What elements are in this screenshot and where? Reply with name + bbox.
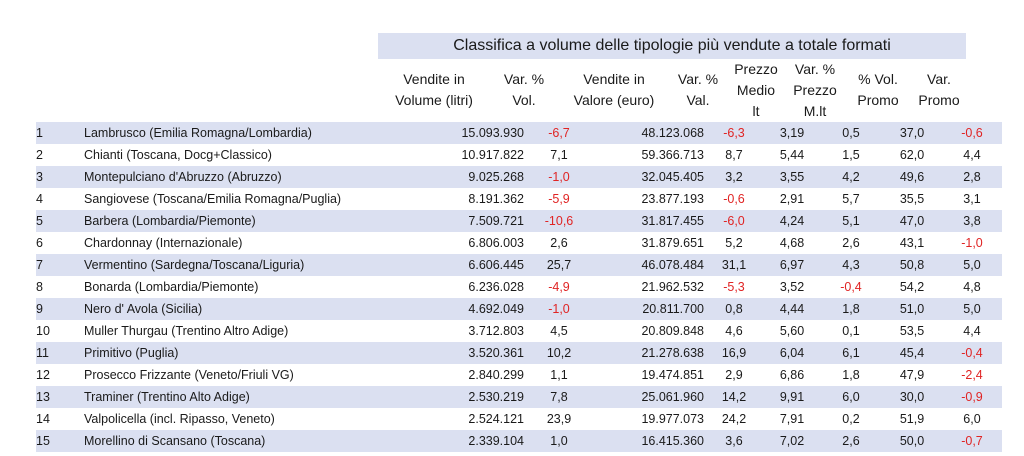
var-vol-cell: 2,6 — [550, 236, 568, 250]
wine-name-cell: Chianti (Toscana, Docg+Classico) — [84, 148, 272, 162]
var-price-cell: 0,5 — [820, 122, 882, 144]
table-row — [36, 386, 1002, 408]
value-cell: 20.809.848 — [641, 324, 704, 338]
volume-cell: 9.025.268 — [384, 166, 524, 188]
wine-name-cell: Primitivo (Puglia) — [84, 342, 384, 364]
volume-cell: 2.840.299 — [468, 368, 524, 382]
rank-cell: 5 — [36, 210, 84, 232]
var-vol-cell: 7,8 — [524, 386, 594, 408]
volume-cell: 3.712.803 — [468, 324, 524, 338]
var-promo-cell: 4,4 — [963, 148, 981, 162]
var-promo-cell: -0,4 — [942, 342, 1002, 364]
rank-cell: 8 — [36, 280, 43, 294]
promo-cell: 49,6 — [882, 166, 942, 188]
price-cell: 9,91 — [764, 386, 820, 408]
table-row — [36, 298, 1002, 320]
rank-cell: 4 — [36, 192, 43, 206]
volume-cell: 8.191.362 — [468, 192, 524, 206]
var-val-cell: -0,6 — [723, 192, 745, 206]
table-title: Classifica a volume delle tipologie più vendute a totale formati — [378, 33, 966, 59]
promo-cell: 35,5 — [899, 192, 925, 206]
promo-cell: 47,0 — [882, 210, 942, 232]
table-row — [36, 122, 1002, 144]
promo-cell: 62,0 — [899, 148, 925, 162]
wine-name-cell: Nero d' Avola (Sicilia) — [84, 298, 384, 320]
var-price-cell: 1,8 — [842, 368, 860, 382]
var-val-cell: 14,2 — [704, 386, 764, 408]
var-price-cell: 1,8 — [820, 298, 882, 320]
var-promo-cell: 6,0 — [963, 412, 981, 426]
var-promo-cell: 4,4 — [963, 324, 981, 338]
price-cell: 7,02 — [764, 430, 820, 452]
price-cell: 3,55 — [764, 166, 820, 188]
rank-cell: 2 — [36, 148, 43, 162]
price-cell: 4,24 — [764, 210, 820, 232]
value-cell: 25.061.960 — [594, 386, 704, 408]
volume-cell: 7.509.721 — [384, 210, 524, 232]
price-cell: 6,04 — [764, 342, 820, 364]
var-vol-cell: -5,9 — [548, 192, 570, 206]
var-price-cell: 1,5 — [842, 148, 860, 162]
wine-ranking-table — [36, 122, 1002, 452]
volume-cell: 2.530.219 — [384, 386, 524, 408]
price-cell: 2,91 — [779, 192, 805, 206]
promo-cell: 53,5 — [899, 324, 925, 338]
rank-cell: 1 — [36, 122, 84, 144]
var-vol-cell: -6,7 — [524, 122, 594, 144]
var-val-cell: -5,3 — [723, 280, 745, 294]
value-cell: 31.817.455 — [594, 210, 704, 232]
value-cell: 21.278.638 — [594, 342, 704, 364]
promo-cell: 54,2 — [899, 280, 925, 294]
var-price-cell: 5,7 — [842, 192, 860, 206]
rank-cell: 7 — [36, 254, 84, 276]
var-vol-cell: -10,6 — [524, 210, 594, 232]
var-vol-cell: -1,0 — [524, 298, 594, 320]
var-val-cell: 24,2 — [721, 412, 747, 426]
promo-cell: 30,0 — [882, 386, 942, 408]
var-val-cell: 8,7 — [725, 148, 743, 162]
rank-cell: 10 — [36, 324, 50, 338]
var-promo-cell: 2,8 — [942, 166, 1002, 188]
rank-cell: 13 — [36, 386, 84, 408]
value-cell: 21.962.532 — [641, 280, 704, 294]
wine-name-cell: Chardonnay (Internazionale) — [84, 236, 243, 250]
value-cell: 59.366.713 — [641, 148, 704, 162]
header-var-promo: Var. Promo — [918, 71, 960, 108]
volume-cell: 6.236.028 — [468, 280, 524, 294]
rank-cell: 9 — [36, 298, 84, 320]
var-price-cell: 2,6 — [842, 236, 860, 250]
table-row — [36, 166, 1002, 188]
value-cell: 20.811.700 — [594, 298, 704, 320]
table-row — [36, 188, 1002, 210]
var-vol-cell: -1,0 — [524, 166, 594, 188]
var-promo-cell: -0,9 — [942, 386, 1002, 408]
var-val-cell: -6,0 — [704, 210, 764, 232]
table-row — [36, 144, 1002, 166]
wine-name-cell: Traminer (Trentino Alto Adige) — [84, 386, 384, 408]
var-promo-cell: 3,8 — [942, 210, 1002, 232]
price-cell: 5,44 — [779, 148, 805, 162]
table-row — [36, 232, 1002, 254]
var-price-cell: 6,1 — [820, 342, 882, 364]
price-cell: 6,86 — [779, 368, 805, 382]
wine-name-cell: Bonarda (Lombardia/Piemonte) — [84, 280, 259, 294]
value-cell: 48.123.068 — [594, 122, 704, 144]
wine-name-cell: Valpolicella (incl. Ripasso, Veneto) — [84, 412, 275, 426]
header-vendite-valore: Vendite in Valore (euro) — [573, 71, 655, 108]
var-val-cell: 4,6 — [725, 324, 743, 338]
var-promo-cell: 4,8 — [963, 280, 981, 294]
var-promo-cell: 5,0 — [942, 254, 1002, 276]
header-var-vol: Var. % Vol. — [503, 71, 545, 108]
promo-cell: 47,9 — [899, 368, 925, 382]
wine-name-cell: Sangiovese (Toscana/Emilia Romagna/Puglia) — [84, 192, 342, 206]
wine-name-cell: Morellino di Scansano (Toscana) — [84, 430, 384, 452]
var-vol-cell: 4,5 — [550, 324, 568, 338]
promo-cell: 51,9 — [899, 412, 925, 426]
volume-cell: 10.917.822 — [461, 148, 524, 162]
wine-name-cell: Prosecco Frizzante (Veneto/Friuli VG) — [84, 368, 294, 382]
var-val-cell: -6,3 — [704, 122, 764, 144]
value-cell: 16.415.360 — [594, 430, 704, 452]
var-vol-cell: 1,1 — [550, 368, 568, 382]
table-row — [36, 210, 1002, 232]
table-row — [36, 276, 1002, 298]
var-val-cell: 2,9 — [725, 368, 743, 382]
var-vol-cell: 10,2 — [524, 342, 594, 364]
var-vol-cell: 7,1 — [550, 148, 568, 162]
var-vol-cell: 1,0 — [524, 430, 594, 452]
table-row — [36, 408, 1002, 430]
var-price-cell: -0,4 — [840, 280, 862, 294]
var-vol-cell: 23,9 — [546, 412, 572, 426]
promo-cell: 50,0 — [882, 430, 942, 452]
value-cell: 23.877.193 — [641, 192, 704, 206]
var-price-cell: 4,3 — [820, 254, 882, 276]
wine-name-cell: Vermentino (Sardegna/Toscana/Liguria) — [84, 254, 384, 276]
price-cell: 6,97 — [764, 254, 820, 276]
price-cell: 4,68 — [779, 236, 805, 250]
volume-cell: 2.524.121 — [468, 412, 524, 426]
var-price-cell: 6,0 — [820, 386, 882, 408]
var-promo-cell: 3,1 — [963, 192, 981, 206]
value-cell: 32.045.405 — [594, 166, 704, 188]
var-val-cell: 0,8 — [704, 298, 764, 320]
volume-cell: 6.806.003 — [468, 236, 524, 250]
var-promo-cell: 5,0 — [942, 298, 1002, 320]
header-var-val: Var. % Val. — [677, 71, 719, 108]
rank-cell: 3 — [36, 166, 84, 188]
promo-cell: 37,0 — [882, 122, 942, 144]
promo-cell: 43,1 — [899, 236, 925, 250]
var-price-cell: 5,1 — [820, 210, 882, 232]
rank-cell: 15 — [36, 430, 84, 452]
price-cell: 4,44 — [764, 298, 820, 320]
var-val-cell: 3,6 — [704, 430, 764, 452]
table-row — [36, 320, 1002, 342]
volume-cell: 2.339.104 — [384, 430, 524, 452]
price-cell: 7,91 — [779, 412, 805, 426]
volume-cell: 15.093.930 — [384, 122, 524, 144]
volume-cell: 3.520.361 — [384, 342, 524, 364]
var-val-cell: 5,2 — [725, 236, 743, 250]
var-price-cell: 4,2 — [820, 166, 882, 188]
header-var-prezzo: Var. % Prezzo M.lt — [793, 60, 837, 119]
price-cell: 5,60 — [779, 324, 805, 338]
wine-name-cell: Muller Thurgau (Trentino Altro Adige) — [84, 324, 289, 338]
value-cell: 46.078.484 — [594, 254, 704, 276]
volume-cell: 4.692.049 — [384, 298, 524, 320]
var-val-cell: 3,2 — [704, 166, 764, 188]
rank-cell: 11 — [36, 342, 84, 364]
rank-cell: 6 — [36, 236, 43, 250]
table-row — [36, 364, 1002, 386]
wine-name-cell: Montepulciano d'Abruzzo (Abruzzo) — [84, 166, 384, 188]
var-promo-cell: -0,7 — [942, 430, 1002, 452]
var-vol-cell: 25,7 — [524, 254, 594, 276]
value-cell: 31.879.651 — [641, 236, 704, 250]
var-val-cell: 16,9 — [704, 342, 764, 364]
volume-cell: 6.606.445 — [384, 254, 524, 276]
var-price-cell: 0,2 — [842, 412, 860, 426]
table-row — [36, 254, 1002, 276]
rank-cell: 14 — [36, 412, 50, 426]
var-promo-cell: -2,4 — [961, 368, 983, 382]
price-cell: 3,52 — [779, 280, 805, 294]
promo-cell: 45,4 — [882, 342, 942, 364]
var-promo-cell: -1,0 — [961, 236, 983, 250]
price-cell: 3,19 — [764, 122, 820, 144]
var-promo-cell: -0,6 — [942, 122, 1002, 144]
header-vendite-volume: Vendite in Volume (litri) — [395, 71, 473, 108]
table-row — [36, 342, 1002, 364]
header-vol-promo: % Vol. Promo — [857, 71, 899, 108]
value-cell: 19.977.073 — [641, 412, 704, 426]
table-row — [36, 430, 1002, 452]
var-price-cell: 0,1 — [842, 324, 860, 338]
var-price-cell: 2,6 — [820, 430, 882, 452]
wine-name-cell: Barbera (Lombardia/Piemonte) — [84, 210, 384, 232]
value-cell: 19.474.851 — [641, 368, 704, 382]
rank-cell: 12 — [36, 368, 50, 382]
promo-cell: 50,8 — [882, 254, 942, 276]
promo-cell: 51,0 — [882, 298, 942, 320]
var-vol-cell: -4,9 — [548, 280, 570, 294]
var-val-cell: 31,1 — [704, 254, 764, 276]
header-prezzo-medio: Prezzo Medio lt — [734, 60, 778, 119]
wine-name-cell: Lambrusco (Emilia Romagna/Lombardia) — [84, 122, 384, 144]
